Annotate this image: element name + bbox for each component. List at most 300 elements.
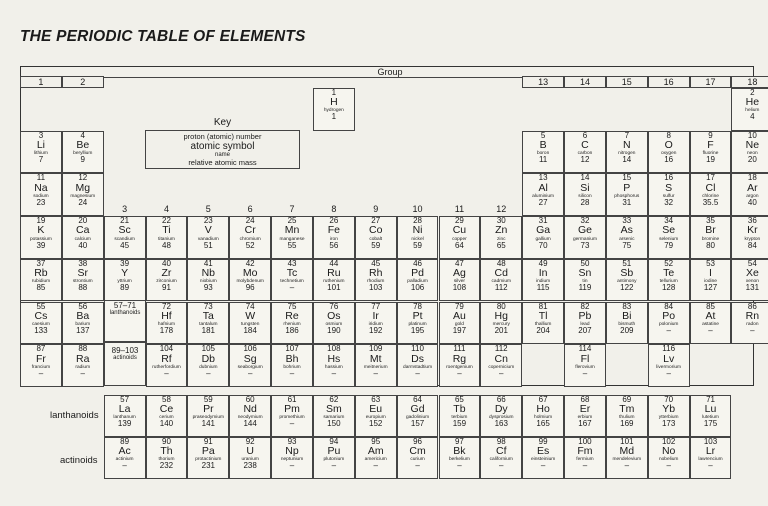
element-name: bohrium <box>283 364 301 370</box>
element-cell-c <box>564 131 606 174</box>
atomic-number: 96 <box>413 437 423 446</box>
element-name: cobalt <box>369 236 383 242</box>
atomic-mass: 140 <box>159 419 174 429</box>
atomic-number: 66 <box>496 395 506 404</box>
symbol: Ga <box>536 224 551 237</box>
atomic-number: 40 <box>162 258 171 268</box>
symbol: Eu <box>369 403 383 416</box>
element-cell-cf <box>480 437 522 479</box>
atomic-mass: 101 <box>327 283 341 293</box>
atomic-number: 108 <box>327 344 341 354</box>
element-name: meitnerium <box>363 364 388 370</box>
atomic-mass: 40 <box>747 197 757 207</box>
element-name: lead <box>580 321 590 327</box>
atomic-mass: 131 <box>745 283 760 293</box>
atomic-mass: 201 <box>494 325 508 335</box>
element-cell-tc <box>271 259 313 302</box>
symbol: Sc <box>118 224 131 237</box>
element-cell-bh <box>271 344 313 387</box>
atomic-mass: 157 <box>410 419 425 429</box>
atomic-mass: – <box>80 368 85 378</box>
symbol: Sn <box>578 267 592 280</box>
atomic-number: 53 <box>706 258 715 268</box>
group-label: Group <box>377 67 403 77</box>
element-name: gadolinium <box>405 415 430 421</box>
atomic-mass: 91 <box>162 283 171 293</box>
element-name: hydrogen <box>323 108 344 114</box>
atomic-number: 103 <box>703 437 718 446</box>
element-name: platinum <box>408 321 427 327</box>
element-name: boron <box>536 151 550 157</box>
element-name: dysprosium <box>489 415 514 421</box>
group-header-1: 1 <box>20 76 62 88</box>
atomic-number: 61 <box>287 395 297 404</box>
element-cell-cm <box>397 437 439 479</box>
lanthanoid-span-number: 57–71 <box>113 301 137 310</box>
element-cell-co <box>355 216 397 259</box>
element-name: californium <box>489 457 513 463</box>
atomic-number: 51 <box>622 258 632 268</box>
atomic-mass: 79 <box>664 240 674 250</box>
element-cell-p <box>606 173 648 216</box>
element-cell-ge <box>564 216 606 259</box>
element-cell-cr <box>229 216 271 259</box>
element-cell-te <box>648 259 690 302</box>
element-name: helium <box>745 108 760 114</box>
atomic-number: 28 <box>413 216 423 226</box>
group-header-17: 17 <box>690 76 732 88</box>
element-cell-sc <box>104 216 146 259</box>
atomic-mass: 165 <box>536 419 550 429</box>
atomic-mass: 231 <box>201 461 215 471</box>
symbol: Xe <box>745 267 759 280</box>
atomic-number: 7 <box>624 130 630 140</box>
atomic-number: 104 <box>159 344 174 354</box>
symbol: Pb <box>578 309 592 322</box>
atomic-number: 2 <box>750 88 755 97</box>
symbol: Bk <box>453 445 466 458</box>
symbol: Th <box>160 445 173 458</box>
atomic-number: 41 <box>203 258 213 268</box>
symbol: Ho <box>536 403 550 416</box>
element-name: sodium <box>33 193 49 199</box>
element-name: iron <box>329 236 338 242</box>
element-name: caesium <box>31 321 50 327</box>
atomic-mass: 178 <box>159 325 174 335</box>
element-cell-br <box>690 216 732 259</box>
atomic-mass: 152 <box>369 419 383 429</box>
atomic-number: 23 <box>203 216 213 226</box>
element-name: osmium <box>325 321 343 327</box>
symbol: Zr <box>161 267 172 280</box>
symbol: Pa <box>201 445 215 458</box>
element-name: astatine <box>702 321 719 327</box>
element-name: cadmium <box>491 279 511 285</box>
atomic-number: 52 <box>664 258 674 268</box>
symbol: Ni <box>412 224 423 237</box>
symbol: No <box>661 445 676 458</box>
atomic-mass: – <box>247 368 253 378</box>
atomic-mass: 84 <box>747 240 757 250</box>
element-cell-nd <box>229 395 271 437</box>
element-name: livermorium <box>656 364 682 370</box>
element-name: mercury <box>492 321 510 327</box>
atomic-number: 18 <box>747 173 757 183</box>
symbol: Pm <box>284 403 300 416</box>
element-name: selenium <box>659 236 679 242</box>
symbol: In <box>538 267 548 280</box>
symbol: Nd <box>243 403 257 416</box>
element-cell-at <box>690 302 732 345</box>
symbol: Po <box>662 309 676 322</box>
symbol: Db <box>201 352 216 365</box>
atomic-number: 79 <box>454 301 464 311</box>
element-cell-bk <box>439 437 481 479</box>
element-cell-xe <box>731 259 768 302</box>
atomic-number: 46 <box>413 258 423 268</box>
symbol: Ds <box>411 352 424 365</box>
symbol: Sr <box>77 267 89 280</box>
atomic-mass: 65 <box>496 240 506 250</box>
element-cell-zr <box>146 259 188 302</box>
atomic-mass: 45 <box>120 240 130 250</box>
atomic-mass: – <box>499 368 504 378</box>
element-cell-au <box>439 302 481 345</box>
group-header-13: 13 <box>522 76 564 88</box>
element-name: magnesium <box>70 193 96 199</box>
element-name: neptunium <box>280 457 304 463</box>
element-cell-cu <box>439 216 481 259</box>
atomic-mass: – <box>666 368 671 378</box>
element-cell-hf <box>146 302 188 345</box>
element-name: bromine <box>701 236 720 242</box>
element-name: thorium <box>158 457 175 463</box>
element-name: gold <box>454 321 464 327</box>
element-name: beryllium <box>73 151 93 157</box>
page-title: THE PERIODIC TABLE OF ELEMENTS <box>20 28 306 45</box>
element-name: nitrogen <box>618 151 636 157</box>
atomic-number: 62 <box>329 395 339 404</box>
symbol: Kr <box>747 224 758 237</box>
element-name: germanium <box>572 236 597 242</box>
element-name: ruthenium <box>323 279 345 285</box>
element-name: dubnium <box>199 364 218 370</box>
element-name: americium <box>364 457 387 463</box>
element-name: radon <box>746 321 759 327</box>
element-cell-f <box>690 131 732 174</box>
atomic-mass: 16 <box>664 155 674 165</box>
atomic-mass: 122 <box>620 283 634 293</box>
element-name: indium <box>536 279 551 285</box>
element-cell-sg <box>229 344 271 387</box>
element-cell-u <box>229 437 271 479</box>
element-cell-ta <box>187 302 229 345</box>
element-cell-db <box>187 344 229 387</box>
element-name: cerium <box>159 415 174 421</box>
atomic-mass: 127 <box>703 283 718 293</box>
element-name: calcium <box>74 236 91 242</box>
atomic-mass: 119 <box>578 283 592 293</box>
atomic-number: 82 <box>580 301 590 311</box>
atomic-number: 93 <box>287 437 297 446</box>
symbol: Hs <box>327 352 341 365</box>
group-header-16: 16 <box>648 76 690 88</box>
atomic-mass: – <box>582 368 588 378</box>
symbol: B <box>539 139 547 152</box>
symbol: Mt <box>369 352 382 365</box>
symbol: Bh <box>285 352 299 365</box>
symbol: Ru <box>327 267 341 280</box>
group-number-9: 9 <box>373 204 379 215</box>
symbol: Am <box>367 445 384 458</box>
atomic-number: 68 <box>580 395 590 404</box>
atomic-mass: 133 <box>34 325 48 335</box>
element-cell-ti <box>146 216 188 259</box>
atomic-mass: 89 <box>120 283 130 293</box>
element-name: chromium <box>239 236 261 242</box>
key-atomic-symbol: atomic symbol <box>190 141 255 152</box>
element-name: copernicium <box>488 364 515 370</box>
element-name: chlorine <box>702 193 719 199</box>
element-cell-ba <box>62 302 104 345</box>
atomic-mass: – <box>540 461 546 471</box>
atomic-mass: 139 <box>117 419 132 429</box>
symbol: Rf <box>161 352 172 365</box>
symbol: Al <box>538 181 548 194</box>
atomic-mass: 9 <box>80 155 85 165</box>
symbol: Rb <box>34 267 48 280</box>
atomic-mass: 23 <box>36 197 46 207</box>
atomic-mass: 4 <box>750 112 755 122</box>
atomic-number: 55 <box>36 301 46 311</box>
atomic-number: 54 <box>747 258 757 268</box>
atomic-number: 35 <box>706 216 715 226</box>
symbol: Cd <box>494 267 508 280</box>
element-cell-am <box>355 437 397 479</box>
element-name: actinium <box>115 457 134 463</box>
atomic-mass: – <box>457 368 462 378</box>
symbol: Ne <box>745 139 760 152</box>
element-cell-pd <box>397 259 439 302</box>
symbol: Yb <box>662 403 676 416</box>
group-number-7: 7 <box>289 204 295 215</box>
element-cell-al <box>522 173 564 216</box>
element-name: arsenic <box>619 236 635 242</box>
atomic-mass: 192 <box>369 325 383 335</box>
element-cell-i <box>690 259 732 302</box>
element-cell-np <box>271 437 313 479</box>
atomic-number: 14 <box>580 173 590 183</box>
group-header-14: 14 <box>564 76 606 88</box>
symbol: Fe <box>327 224 340 237</box>
atomic-number: 65 <box>454 395 464 404</box>
symbol: K <box>37 224 45 237</box>
symbol: Lu <box>704 403 717 416</box>
symbol: P <box>623 181 631 194</box>
group-number-5: 5 <box>205 204 211 215</box>
atomic-number: 86 <box>747 301 757 311</box>
symbol: Os <box>327 309 341 322</box>
atomic-number: 34 <box>664 216 674 226</box>
element-name: promethium <box>279 415 305 421</box>
symbol: H <box>330 96 338 109</box>
atomic-number: 50 <box>580 258 590 268</box>
key-title: Key <box>213 117 232 128</box>
atomic-number: 87 <box>36 344 46 354</box>
atomic-number: 22 <box>162 216 171 226</box>
element-name: fluorine <box>702 151 719 157</box>
symbol: Cn <box>494 352 508 365</box>
element-name: lutetium <box>702 415 719 421</box>
element-cell-zn <box>480 216 522 259</box>
symbol: Cm <box>409 445 426 458</box>
atomic-number: 84 <box>664 301 674 311</box>
atomic-mass: – <box>415 461 420 471</box>
atomic-mass: – <box>373 461 378 471</box>
atomic-number: 36 <box>747 216 757 226</box>
atomic-mass: 141 <box>201 419 215 429</box>
symbol: Gd <box>410 403 425 416</box>
atomic-mass: – <box>582 461 588 471</box>
element-cell-h <box>313 88 355 131</box>
atomic-number: 77 <box>371 301 381 311</box>
atomic-mass: – <box>164 368 169 378</box>
atomic-mass: 55 <box>287 240 297 250</box>
atomic-mass: – <box>708 325 713 335</box>
symbol: Sb <box>620 267 634 280</box>
atomic-mass: 39 <box>36 240 46 250</box>
element-cell-tm <box>606 395 648 437</box>
atomic-mass: 88 <box>78 283 88 293</box>
symbol: V <box>204 224 212 237</box>
symbol: Mg <box>75 181 91 194</box>
symbol: Ar <box>747 181 758 194</box>
element-cell-w <box>229 302 271 345</box>
element-name: darmstadtium <box>403 364 433 370</box>
atomic-mass: 40 <box>78 240 88 250</box>
group-number-3: 3 <box>122 204 128 215</box>
element-cell-pr <box>187 395 229 437</box>
symbol: Es <box>536 445 550 458</box>
element-name: tantalum <box>199 321 218 327</box>
element-name: iridium <box>368 321 383 327</box>
symbol: Tc <box>286 267 298 280</box>
atomic-mass: 144 <box>243 419 257 429</box>
atomic-number: 44 <box>329 258 339 268</box>
atomic-number: 112 <box>494 344 508 354</box>
element-cell-dy <box>480 395 522 437</box>
actinoids-label: actinoids <box>60 455 98 466</box>
element-name: curium <box>410 457 425 463</box>
element-name: lawrencium <box>698 457 723 463</box>
symbol: Br <box>705 224 716 237</box>
atomic-mass: 59 <box>413 240 423 250</box>
element-cell-ga <box>522 216 564 259</box>
atomic-number: 69 <box>622 395 632 404</box>
symbol: Si <box>580 181 590 194</box>
symbol: Rg <box>452 352 467 365</box>
atomic-mass: – <box>289 283 295 293</box>
atomic-mass: 204 <box>536 325 550 335</box>
element-cell-as <box>606 216 648 259</box>
atomic-number: 107 <box>285 344 299 354</box>
element-name: scandium <box>114 236 135 242</box>
atomic-mass: 64 <box>454 240 464 250</box>
key-name: name <box>214 152 230 158</box>
atomic-number: 114 <box>578 344 592 354</box>
symbol: La <box>118 403 131 416</box>
element-name: manganese <box>279 236 305 242</box>
atomic-number: 21 <box>120 216 130 226</box>
atomic-number: 60 <box>245 395 255 404</box>
atomic-number: 91 <box>203 437 213 446</box>
lanthanoids-label: lanthanoids <box>50 410 99 421</box>
atomic-mass: 137 <box>76 325 90 335</box>
element-cell-re <box>271 302 313 345</box>
atomic-number: 75 <box>287 301 297 311</box>
symbol: Hf <box>161 309 172 322</box>
atomic-mass: 19 <box>706 155 715 165</box>
element-cell-cs <box>20 302 62 345</box>
atomic-number: 78 <box>413 301 423 311</box>
element-cell-no <box>648 437 690 479</box>
element-name: radium <box>75 364 91 370</box>
group-number-10: 10 <box>412 204 423 215</box>
symbol: Cs <box>34 309 48 322</box>
symbol: Fl <box>580 352 590 365</box>
atomic-number: 80 <box>496 301 506 311</box>
element-name: zirconium <box>156 279 177 285</box>
key-atomic-number: proton (atomic) number <box>183 132 262 141</box>
atomic-mass: – <box>666 461 671 471</box>
element-cell-o <box>648 131 690 174</box>
atomic-number: 20 <box>78 216 88 226</box>
element-cell-se <box>648 216 690 259</box>
symbol: Zn <box>495 224 508 237</box>
atomic-number: 31 <box>538 216 548 226</box>
element-name: erbium <box>577 415 593 421</box>
atomic-mass: 159 <box>452 419 467 429</box>
element-cell-ds <box>397 344 439 387</box>
atomic-number: 42 <box>245 258 255 268</box>
element-name: lithium <box>33 151 48 157</box>
symbol: Pd <box>411 267 424 280</box>
atomic-number: 74 <box>245 301 255 311</box>
element-name: gallium <box>535 236 551 242</box>
atomic-number: 101 <box>620 437 634 446</box>
element-name: technetium <box>280 279 304 285</box>
group-number-11: 11 <box>454 204 465 215</box>
element-name: strontium <box>72 279 93 285</box>
group-header-2: 2 <box>62 76 104 88</box>
element-name: silver <box>453 279 466 285</box>
element-cell-gd <box>397 395 439 437</box>
atomic-mass: 93 <box>203 283 213 293</box>
symbol: Tb <box>453 403 466 416</box>
atomic-number: 99 <box>538 437 548 446</box>
atomic-mass: 52 <box>245 240 255 250</box>
atomic-number: 32 <box>580 216 590 226</box>
element-cell-fr <box>20 344 62 387</box>
atomic-mass: 14 <box>622 155 632 165</box>
symbol: At <box>705 309 716 322</box>
atomic-mass: 108 <box>452 283 467 293</box>
atomic-mass: – <box>708 461 713 471</box>
group-header-15: 15 <box>606 76 648 88</box>
element-name: bismuth <box>618 321 636 327</box>
element-cell-th <box>146 437 188 479</box>
element-cell-pm <box>271 395 313 437</box>
